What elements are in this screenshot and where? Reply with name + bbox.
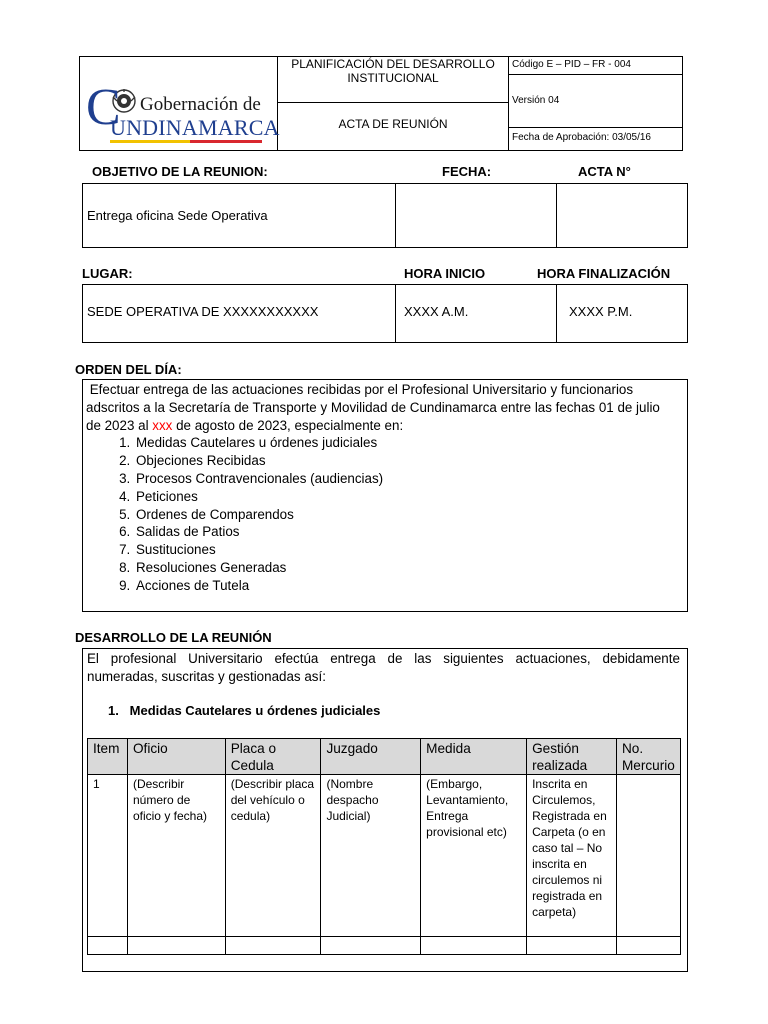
agenda-item: 3. Procesos Contravencionales (audiencias) [134, 470, 684, 488]
table-cell-empty [88, 937, 128, 955]
header-divider-3 [277, 102, 509, 103]
table-cell-empty [421, 937, 527, 955]
start-time-value: XXXX A.M. [404, 304, 469, 319]
table-header-cell: Gestión realizada [527, 739, 617, 775]
document-code: Código E – PID – FR - 004 [512, 59, 631, 70]
agenda-item: 6. Salidas de Patios [134, 523, 684, 541]
table-header-cell: Placa o Cedula [225, 739, 321, 775]
table-header-cell: Medida [421, 739, 527, 775]
development-intro-line-2: numeradas, suscritas y gestionadas así: [87, 669, 326, 684]
logo-stripe-red [190, 140, 262, 143]
table-cell: (Nombre despacho Judicial) [321, 775, 421, 937]
agenda-intro-line-3-start: de 2023 al [86, 417, 153, 433]
header-divider-4 [508, 74, 683, 75]
development-intro-line-1 [87, 650, 680, 668]
development-intro-word: de [387, 651, 403, 666]
agenda-item: 7. Sustituciones [134, 541, 684, 559]
table-cell: (Describir placa del vehículo o cedula) [225, 775, 321, 937]
development-intro-word: Universitario [188, 651, 263, 666]
agenda-title: ORDEN DEL DÍA: [75, 362, 182, 377]
development-intro-word: profesional [110, 651, 177, 666]
agenda-item: 5. Ordenes de Comparendos [134, 506, 684, 524]
table-cell: (Embargo, Levantamiento, Entrega provisional etc) [421, 775, 527, 937]
header-divider-2 [508, 56, 509, 151]
agenda-item: 1. Medidas Cautelares u órdenes judiciales [134, 434, 684, 452]
logo [86, 79, 280, 146]
table-header-cell: Item [88, 739, 128, 775]
objective-label: OBJETIVO DE LA REUNION: [92, 164, 268, 179]
logo-top-text: Gobernación de [140, 94, 261, 115]
table-header-row [88, 739, 681, 775]
place-divider-2 [556, 284, 557, 343]
objective-value: Entrega oficina Sede Operativa [87, 208, 268, 223]
development-intro-word: las [414, 651, 432, 666]
table-row [88, 775, 681, 937]
agenda-item: 4. Peticiones [134, 488, 684, 506]
agenda-content [86, 381, 684, 595]
process-title: PLANIFICACIÓN DEL DESARROLLO INSTITUCIONAL [291, 57, 495, 85]
section-title: 1. Medidas Cautelares u órdenes judiciales [108, 703, 381, 718]
table-header-cell: No. Mercurio [616, 739, 680, 775]
table-cell-empty [616, 937, 680, 955]
table-cell: (Describir número de oficio y fecha) [127, 775, 225, 937]
place-divider-1 [395, 284, 396, 343]
end-time-value: XXXX P.M. [569, 304, 633, 319]
highlighted-placeholder: xxx [152, 417, 173, 433]
table-cell-empty [321, 937, 421, 955]
table-cell: 1 [88, 775, 128, 937]
date-label: FECHA: [442, 164, 492, 179]
development-intro-word: debidamente [602, 651, 680, 666]
end-time-label: HORA FINALIZACIÓN [537, 266, 671, 281]
document-version: Versión 04 [512, 95, 560, 106]
document-title: ACTA DE REUNIÓN [338, 117, 448, 131]
development-title: DESARROLLO DE LA REUNIÓN [75, 630, 272, 645]
agenda-item: 2. Objeciones Recibidas [134, 452, 684, 470]
development-intro-word: siguientes [443, 651, 504, 666]
agenda-item: 8. Resoluciones Generadas [134, 559, 684, 577]
approval-date: Fecha de Aprobación: 03/05/16 [512, 132, 651, 143]
table-cell-empty [527, 937, 617, 955]
minutes-number-label: ACTA N° [578, 164, 631, 179]
development-intro-word: actuaciones, [515, 651, 591, 666]
place-label: LUGAR: [82, 266, 133, 281]
table-cell: Inscrita en Circulemos, Registrada en Carpeta (o en caso tal – No inscrita en circulemos ni registrada en carpeta) [527, 775, 617, 937]
development-intro-word: El [87, 651, 99, 666]
table-cell-empty [225, 937, 321, 955]
agenda-list [86, 434, 684, 594]
logo-c-letter: C [86, 79, 121, 136]
agenda-intro-line-3-end: de agosto de 2023, especialmente en: [172, 417, 404, 433]
table-cell [616, 775, 680, 937]
agenda-intro-line-1: Efectuar entrega de las actuaciones recibidas por el Profesional Universitario y funcionarios [86, 382, 634, 397]
agenda-intro-line-3 [86, 417, 684, 435]
start-time-label: HORA INICIO [404, 266, 486, 281]
header-divider-5 [508, 127, 683, 128]
agenda-intro-line-2: adscritos a la Secretaría de Transporte y Movilidad de Cundinamarca entre las fechas 01 de julio [86, 399, 660, 415]
place-value: SEDE OPERATIVA DE XXXXXXXXXXX [87, 304, 319, 319]
logo-bottom-text: UNDINAMARCA [110, 115, 280, 140]
development-intro-word: efectúa [274, 651, 319, 666]
table-header-cell: Oficio [127, 739, 225, 775]
logo-stripe-yellow [110, 140, 190, 143]
actions-table [87, 738, 681, 955]
objective-divider-2 [556, 183, 557, 248]
agenda-item: 9. Acciones de Tutela [134, 577, 684, 595]
table-cell-empty [127, 937, 225, 955]
table-row-empty [88, 937, 681, 955]
table-header-cell: Juzgado [321, 739, 421, 775]
objective-divider-1 [395, 183, 396, 248]
development-intro-word: entrega [330, 651, 376, 666]
